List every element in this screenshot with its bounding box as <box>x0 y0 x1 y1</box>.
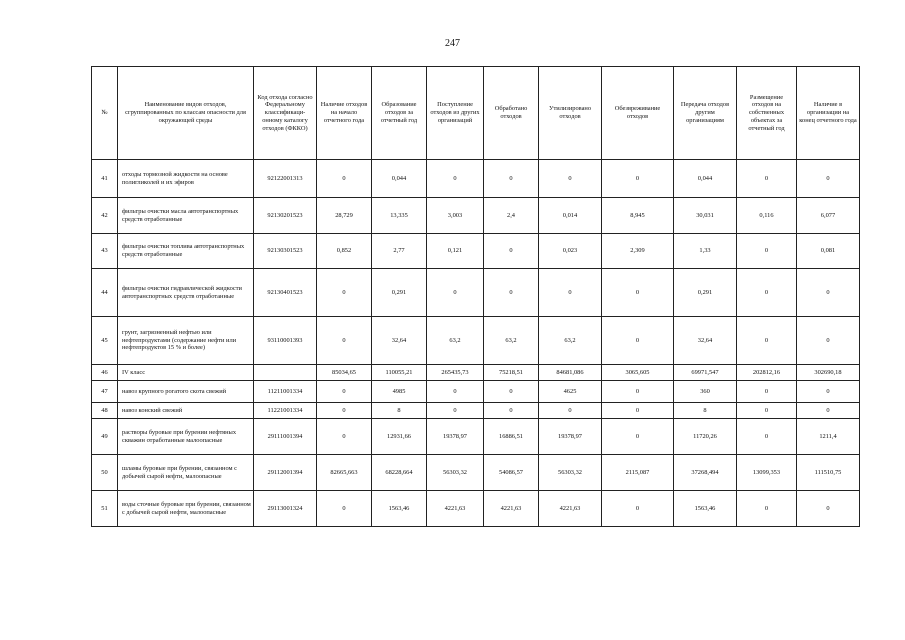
row-value: 8 <box>674 403 737 419</box>
row-name: фильтры очистки масла автотранспортных средств отработанные <box>118 198 254 234</box>
row-name: шламы буровые при бурении, связанном с добычей сырой нефти, малоопасные <box>118 455 254 491</box>
row-num: 41 <box>92 160 118 198</box>
row-code: 92122001313 <box>254 160 317 198</box>
row-value: 0 <box>797 317 860 365</box>
row-value: 0,291 <box>674 269 737 317</box>
row-value: 30,031 <box>674 198 737 234</box>
row-num: 49 <box>92 419 118 455</box>
row-value: 0 <box>484 160 539 198</box>
row-value: 0,852 <box>317 234 372 269</box>
row-value: 0,014 <box>539 198 602 234</box>
row-value: 0 <box>737 403 797 419</box>
row-value: 0 <box>484 234 539 269</box>
row-code: 92130201523 <box>254 198 317 234</box>
row-value: 0 <box>737 419 797 455</box>
row-value: 0 <box>484 381 539 403</box>
row-value: 0 <box>317 381 372 403</box>
row-num: 46 <box>92 365 118 381</box>
row-value: 1563,46 <box>674 491 737 527</box>
row-value: 54086,57 <box>484 455 539 491</box>
row-value: 0 <box>484 403 539 419</box>
row-value: 0 <box>602 269 674 317</box>
col-header-formed: Образование отходов за отчетный год <box>372 67 427 160</box>
row-value: 63,2 <box>539 317 602 365</box>
col-header-num: № <box>92 67 118 160</box>
row-value: 4221,63 <box>484 491 539 527</box>
row-num: 45 <box>92 317 118 365</box>
row-value: 0 <box>737 381 797 403</box>
row-value: 68228,664 <box>372 455 427 491</box>
row-name: отходы тормозной жидкости на основе полигликолей и их эфиров <box>118 160 254 198</box>
row-num: 51 <box>92 491 118 527</box>
row-value: 2115,087 <box>602 455 674 491</box>
row-code: 29113001324 <box>254 491 317 527</box>
row-name: навоз крупного рогатого скота свежий <box>118 381 254 403</box>
row-value: 0,116 <box>737 198 797 234</box>
row-value: 0 <box>602 403 674 419</box>
row-value: 0 <box>797 160 860 198</box>
row-num: 43 <box>92 234 118 269</box>
row-name: растворы буровые при бурении нефтяных скважин отработанные малоопасные <box>118 419 254 455</box>
row-value: 84681,086 <box>539 365 602 381</box>
row-code: 92130301523 <box>254 234 317 269</box>
row-value: 0 <box>427 269 484 317</box>
row-value: 63,2 <box>484 317 539 365</box>
row-value: 0 <box>797 381 860 403</box>
row-value: 0 <box>797 491 860 527</box>
col-header-placed: Размещение отходов на собственных объектах за отчетный год <box>737 67 797 160</box>
row-code: 11211001334 <box>254 381 317 403</box>
col-header-transferred: Передача отходов другим организациям <box>674 67 737 160</box>
row-value: 3065,605 <box>602 365 674 381</box>
row-value: 56303,32 <box>539 455 602 491</box>
row-value: 8,945 <box>602 198 674 234</box>
table-header-row <box>92 67 860 160</box>
row-value: 2,309 <box>602 234 674 269</box>
row-value: 0,044 <box>372 160 427 198</box>
row-code: 93110001393 <box>254 317 317 365</box>
table-row <box>92 317 860 365</box>
row-value: 8 <box>372 403 427 419</box>
col-header-code: Код отхода согласно Федеральному классификаци-онному каталогу отходов (ФККО) <box>254 67 317 160</box>
row-value: 0 <box>737 234 797 269</box>
row-num: 50 <box>92 455 118 491</box>
row-value: 37268,494 <box>674 455 737 491</box>
row-value: 2,77 <box>372 234 427 269</box>
row-value: 85034,65 <box>317 365 372 381</box>
row-value: 56303,32 <box>427 455 484 491</box>
row-value: 69971,547 <box>674 365 737 381</box>
row-value: 13,335 <box>372 198 427 234</box>
row-value: 0 <box>317 269 372 317</box>
row-value: 111510,75 <box>797 455 860 491</box>
row-code: 29111001394 <box>254 419 317 455</box>
row-value: 0 <box>737 317 797 365</box>
row-num: 42 <box>92 198 118 234</box>
row-code: 11221001334 <box>254 403 317 419</box>
table-row <box>92 403 860 419</box>
row-value: 0,023 <box>539 234 602 269</box>
col-header-start: Наличие отходов на начало отчетного года <box>317 67 372 160</box>
row-name: воды сточные буровые при бурении, связанном с добычей сырой нефти, малоопасные <box>118 491 254 527</box>
row-code <box>254 365 317 381</box>
row-value: 0 <box>797 269 860 317</box>
row-value: 6,077 <box>797 198 860 234</box>
row-value: 3,003 <box>427 198 484 234</box>
row-value: 0 <box>737 160 797 198</box>
row-value: 0 <box>539 160 602 198</box>
row-value: 0 <box>317 419 372 455</box>
row-value: 0 <box>737 491 797 527</box>
row-value: 13099,353 <box>737 455 797 491</box>
row-value: 0,081 <box>797 234 860 269</box>
row-value: 0 <box>317 491 372 527</box>
row-name: IV класс <box>118 365 254 381</box>
row-value: 110055,21 <box>372 365 427 381</box>
row-value: 4221,63 <box>427 491 484 527</box>
row-value: 1,33 <box>674 234 737 269</box>
row-value: 4985 <box>372 381 427 403</box>
table-row <box>92 365 860 381</box>
row-value: 16886,51 <box>484 419 539 455</box>
table-row <box>92 419 860 455</box>
row-value: 0 <box>602 160 674 198</box>
col-header-name: Наименование видов отходов, сгруппированных по классам опасности для окружающей среды <box>118 67 254 160</box>
col-header-end: Наличие в организации на конец отчетного года <box>797 67 860 160</box>
row-name: грунт, загрязненный нефтью или нефтепродуктами (содержание нефти или нефтепродуктов 15 % и более) <box>118 317 254 365</box>
row-value: 0 <box>602 381 674 403</box>
row-code: 29112001394 <box>254 455 317 491</box>
row-value: 11720,26 <box>674 419 737 455</box>
table-row <box>92 455 860 491</box>
row-value: 0 <box>602 419 674 455</box>
row-value: 0 <box>602 491 674 527</box>
row-value: 1563,46 <box>372 491 427 527</box>
row-value: 0,121 <box>427 234 484 269</box>
waste-table <box>91 66 860 527</box>
table-row <box>92 381 860 403</box>
page-number: 247 <box>445 38 460 49</box>
row-value: 0 <box>484 269 539 317</box>
row-value: 1211,4 <box>797 419 860 455</box>
row-value: 32,64 <box>674 317 737 365</box>
row-num: 44 <box>92 269 118 317</box>
row-value: 0,044 <box>674 160 737 198</box>
row-value: 19378,97 <box>539 419 602 455</box>
row-value: 202812,16 <box>737 365 797 381</box>
row-value: 4221,63 <box>539 491 602 527</box>
row-name: фильтры очистки топлива автотранспортных средств отработанные <box>118 234 254 269</box>
row-value: 0 <box>427 403 484 419</box>
row-value: 360 <box>674 381 737 403</box>
table-row <box>92 269 860 317</box>
row-value: 63,2 <box>427 317 484 365</box>
row-name: фильтры очистки гидравлической жидкости автотранспортных средств отработанные <box>118 269 254 317</box>
row-value: 0 <box>317 403 372 419</box>
row-value: 82665,663 <box>317 455 372 491</box>
table-row <box>92 234 860 269</box>
row-value: 32,64 <box>372 317 427 365</box>
row-value: 0 <box>317 160 372 198</box>
col-header-neutralized: Обезвреживание отходов <box>602 67 674 160</box>
table-row <box>92 160 860 198</box>
row-value: 302690,18 <box>797 365 860 381</box>
row-value: 0 <box>427 160 484 198</box>
col-header-utilized: Утилизировано отходов <box>539 67 602 160</box>
row-value: 0 <box>539 403 602 419</box>
row-value: 75218,51 <box>484 365 539 381</box>
row-value: 28,729 <box>317 198 372 234</box>
row-value: 265435,73 <box>427 365 484 381</box>
row-value: 0 <box>317 317 372 365</box>
row-code: 92130401523 <box>254 269 317 317</box>
row-value: 0 <box>539 269 602 317</box>
col-header-processed: Обработано отходов <box>484 67 539 160</box>
table-row <box>92 491 860 527</box>
row-num: 48 <box>92 403 118 419</box>
row-num: 47 <box>92 381 118 403</box>
row-value: 4625 <box>539 381 602 403</box>
row-value: 12931,66 <box>372 419 427 455</box>
row-name: навоз конский свежий <box>118 403 254 419</box>
row-value: 19378,97 <box>427 419 484 455</box>
row-value: 2,4 <box>484 198 539 234</box>
row-value: 0 <box>737 269 797 317</box>
row-value: 0 <box>797 403 860 419</box>
row-value: 0 <box>427 381 484 403</box>
col-header-received: Поступление отходов из других организаций <box>427 67 484 160</box>
row-value: 0,291 <box>372 269 427 317</box>
table-row <box>92 198 860 234</box>
row-value: 0 <box>602 317 674 365</box>
